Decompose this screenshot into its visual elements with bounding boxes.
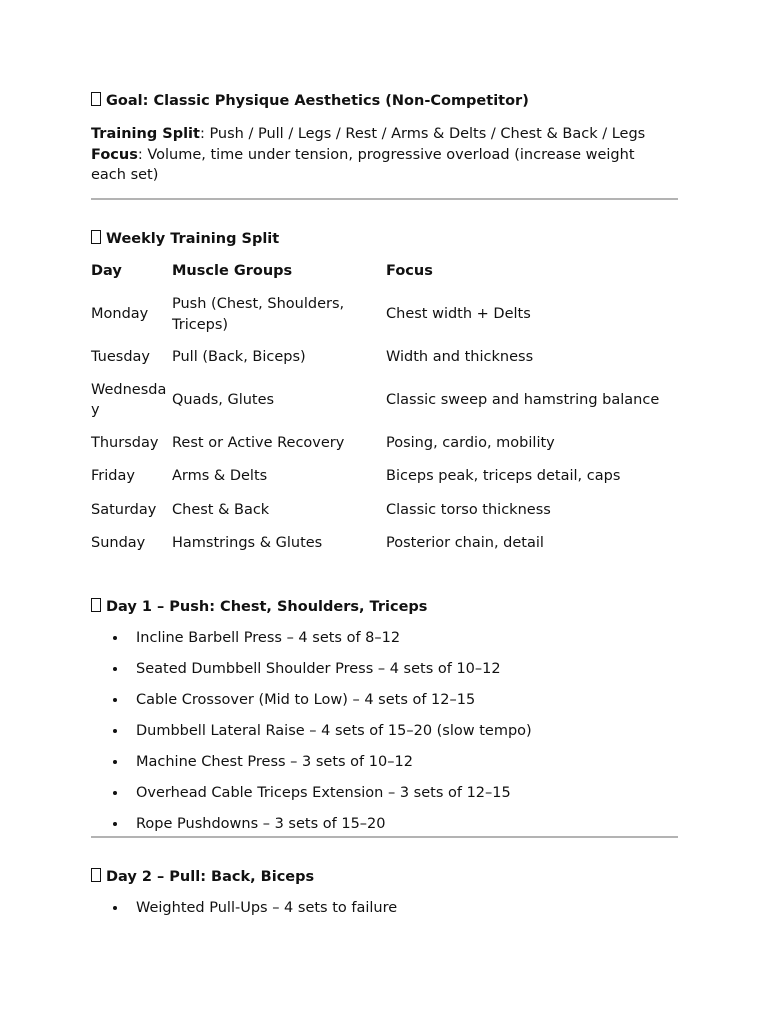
day1-exercise-list	[91, 628, 678, 836]
table-cell-muscle-groups: Arms & Delts	[172, 468, 268, 484]
table-row	[91, 380, 678, 421]
table-cell-focus: Posterior chain, detail	[386, 535, 544, 551]
table-cell-day: Monday	[91, 306, 149, 323]
table-cell-muscle-groups: Rest or Active Recovery	[172, 434, 345, 451]
list-item: Incline Barbell Press – 4 sets of 8–12	[91, 628, 678, 659]
table-row	[91, 347, 678, 368]
split-label: Training Split	[91, 126, 200, 142]
goal-heading-text: Goal: Classic Physique Aesthetics (Non-Competitor)	[106, 93, 529, 109]
list-item: Weighted Pull-Ups – 4 sets to failure	[91, 898, 678, 929]
table-header-day: Day	[91, 262, 122, 279]
table-cell-day: Thursday	[91, 434, 159, 451]
day2-heading	[91, 867, 678, 887]
day2-exercise-list	[91, 898, 678, 929]
list-item: Dumbbell Lateral Raise – 4 sets of 15–20 (slow tempo)	[91, 721, 678, 752]
day1-heading	[91, 597, 678, 617]
list-item: Cable Crossover (Mid to Low) – 4 sets of 12–15	[91, 690, 678, 721]
table-row	[91, 294, 678, 335]
table-header-muscle-groups: Muscle Groups	[172, 262, 293, 279]
table-row	[91, 500, 678, 521]
missing-glyph-icon	[91, 92, 101, 106]
focus-label: Focus	[91, 146, 138, 163]
table-cell-focus: Classic torso thickness	[386, 501, 551, 518]
list-item: Rope Pushdowns – 3 sets of 15–20	[91, 814, 678, 836]
goal-heading	[91, 91, 678, 111]
table-cell-muscle-groups: Quads, Glutes	[172, 391, 275, 408]
split-value: : Push / Pull / Legs / Rest / Arms & Delts / Chest & Back / Legs	[199, 126, 646, 142]
weekly-heading-text: Weekly Training Split	[106, 230, 280, 247]
missing-glyph-icon	[91, 598, 101, 612]
overview-focus	[91, 145, 671, 186]
weekly-split-table	[91, 261, 678, 554]
table-cell-muscle-groups: Hamstrings & Glutes	[172, 535, 323, 551]
missing-glyph-icon	[91, 230, 101, 244]
document-page	[91, 91, 678, 929]
table-cell-focus: Chest width + Delts	[386, 306, 531, 323]
table-cell-muscle-groups: Pull (Back, Biceps)	[172, 349, 306, 365]
missing-glyph-icon	[91, 868, 101, 882]
table-cell-day: Saturday	[91, 501, 157, 518]
list-item: Seated Dumbbell Shoulder Press – 4 sets of 10–12	[91, 659, 678, 690]
table-cell-day: Wednesda y	[91, 381, 167, 418]
day1-heading-text: Day 1 – Push: Chest, Shoulders, Triceps	[106, 598, 428, 615]
table-row	[91, 433, 678, 454]
table-cell-focus: Biceps peak, triceps detail, caps	[386, 468, 621, 484]
table-cell-muscle-groups: Chest & Back	[172, 501, 270, 518]
table-cell-focus: Classic sweep and hamstring balance	[386, 391, 660, 408]
table-row	[91, 533, 678, 554]
table-cell-day: Sunday	[91, 535, 146, 551]
table-cell-muscle-groups: Push (Chest, Shoulders, Triceps)	[172, 296, 345, 333]
table-cell-day: Tuesday	[91, 349, 150, 365]
list-item: Overhead Cable Triceps Extension – 3 sets of 12–15	[91, 783, 678, 814]
table-header-focus: Focus	[386, 262, 433, 279]
day2-heading-text: Day 2 – Pull: Back, Biceps	[106, 868, 315, 885]
focus-value: : Volume, time under tension, progressive overload (increase weight each set)	[91, 146, 635, 183]
table-cell-focus: Posing, cardio, mobility	[386, 434, 555, 451]
table-row	[91, 466, 678, 487]
list-item: Machine Chest Press – 3 sets of 10–12	[91, 752, 678, 783]
weekly-heading	[91, 229, 678, 249]
table-cell-day: Friday	[91, 468, 135, 484]
table-cell-focus: Width and thickness	[386, 349, 534, 365]
overview-split	[91, 124, 678, 145]
